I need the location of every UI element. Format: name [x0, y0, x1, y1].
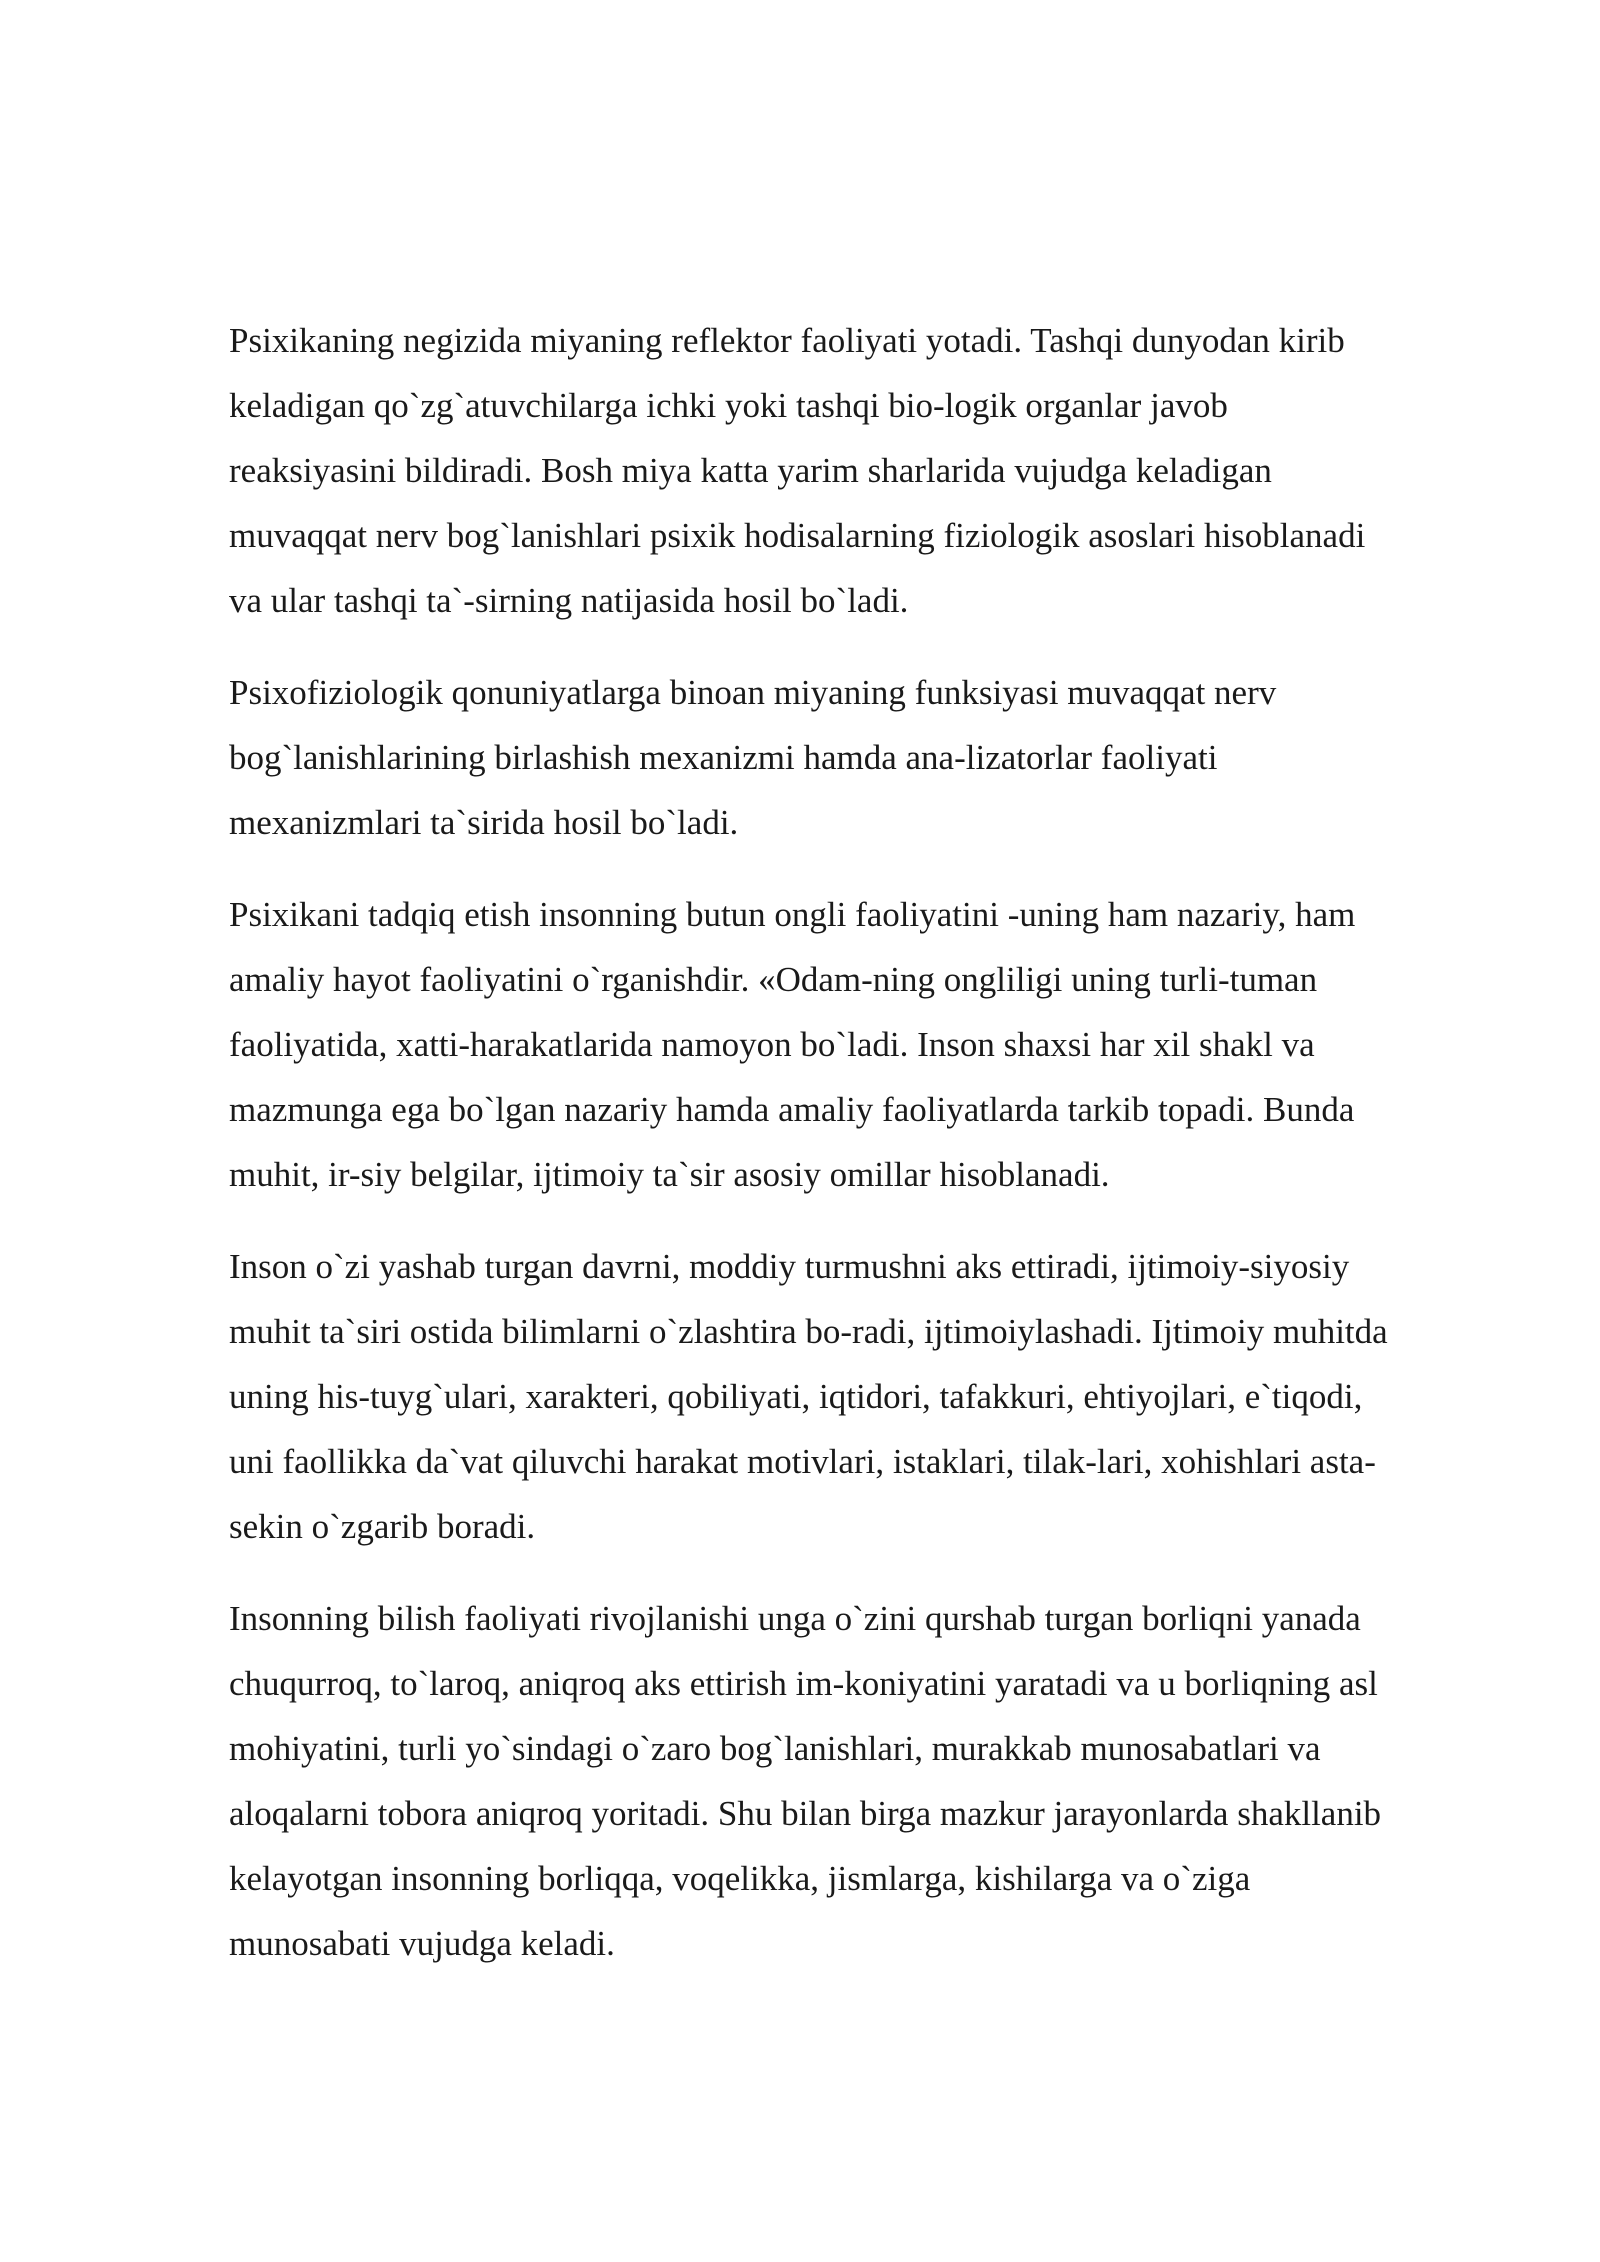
text-line: Inson o`zi yashab turgan davrni, moddiy turmushni aks ettiradi, ijtimoiy-siyosiy: [229, 1247, 1350, 1286]
paragraph-3: [229, 882, 1491, 1207]
text-line: mazmunga ega bo`lgan nazariy hamda amaliy faoliyatlarda tarkib topadi. Bunda: [229, 1090, 1355, 1129]
text-line: Psixikaning negizida miyaning reflektor faoliyati yotadi. Tashqi dunyodan kirib: [229, 321, 1345, 360]
text-line: keladigan qo`zg`atuvchilarga ichki yoki tashqi bio-logik organlar javob: [229, 386, 1228, 425]
text-line: chuqurroq, to`laroq, aniqroq aks ettirish im-koniyatini yaratadi va u borliqning asl: [229, 1664, 1378, 1703]
text-line: uni faollikka da`vat qiluvchi harakat motivlari, istaklari, tilak-lari, xohishlari asta-: [229, 1442, 1376, 1481]
document-body: [229, 308, 1491, 2003]
text-line: muhit ta`siri ostida bilimlarni o`zlashtira bo-radi, ijtimoiylashadi. Ijtimoiy muhitda: [229, 1312, 1388, 1351]
text-line: munosabati vujudga keladi.: [229, 1924, 615, 1963]
text-line: muhit, ir-siy belgilar, ijtimoiy ta`sir asosiy omillar hisoblanadi.: [229, 1155, 1110, 1194]
paragraph-2: [229, 660, 1491, 855]
text-line: bog`lanishlarining birlashish mexanizmi hamda ana-lizatorlar faoliyati: [229, 738, 1218, 777]
text-line: Insonning bilish faoliyati rivojlanishi unga o`zini qurshab turgan borliqni yanada: [229, 1599, 1361, 1638]
paragraph-5: [229, 1586, 1491, 1976]
text-line: va ular tashqi ta`-sirning natijasida hosil bo`ladi.: [229, 581, 909, 620]
text-line: Psixikani tadqiq etish insonning butun ongli faoliyatini -uning ham nazariy, ham: [229, 895, 1356, 934]
text-line: mohiyatini, turli yo`sindagi o`zaro bog`lanishlari, murakkab munosabatlari va: [229, 1729, 1321, 1768]
text-line: muvaqqat nerv bog`lanishlari psixik hodisalarning fiziologik asoslari hisoblanadi: [229, 516, 1366, 555]
text-line: Psixofiziologik qonuniyatlarga binoan miyaning funksiyasi muvaqqat nerv: [229, 673, 1277, 712]
text-line: reaksiyasini bildiradi. Bosh miya katta yarim sharlarida vujudga keladigan: [229, 451, 1272, 490]
text-line: kelayotgan insonning borliqqa, voqelikka, jismlarga, kishilarga va o`ziga: [229, 1859, 1251, 1898]
paragraph-4: [229, 1234, 1491, 1559]
text-line: aloqalarni tobora aniqroq yoritadi. Shu bilan birga mazkur jarayonlarda shakllanib: [229, 1794, 1382, 1833]
text-line: amaliy hayot faoliyatini o`rganishdir. «Odam-ning ongliligi uning turli-tuman: [229, 960, 1318, 999]
text-line: sekin o`zgarib boradi.: [229, 1507, 536, 1546]
paragraph-1: [229, 308, 1491, 633]
text-line: faoliyatida, xatti-harakatlarida namoyon bo`ladi. Inson shaxsi har xil shakl va: [229, 1025, 1315, 1064]
text-line: uning his-tuyg`ulari, xarakteri, qobiliyati, iqtidori, tafakkuri, ehtiyojlari, e`tiqodi,: [229, 1377, 1363, 1416]
text-line: mexanizmlari ta`sirida hosil bo`ladi.: [229, 803, 739, 842]
